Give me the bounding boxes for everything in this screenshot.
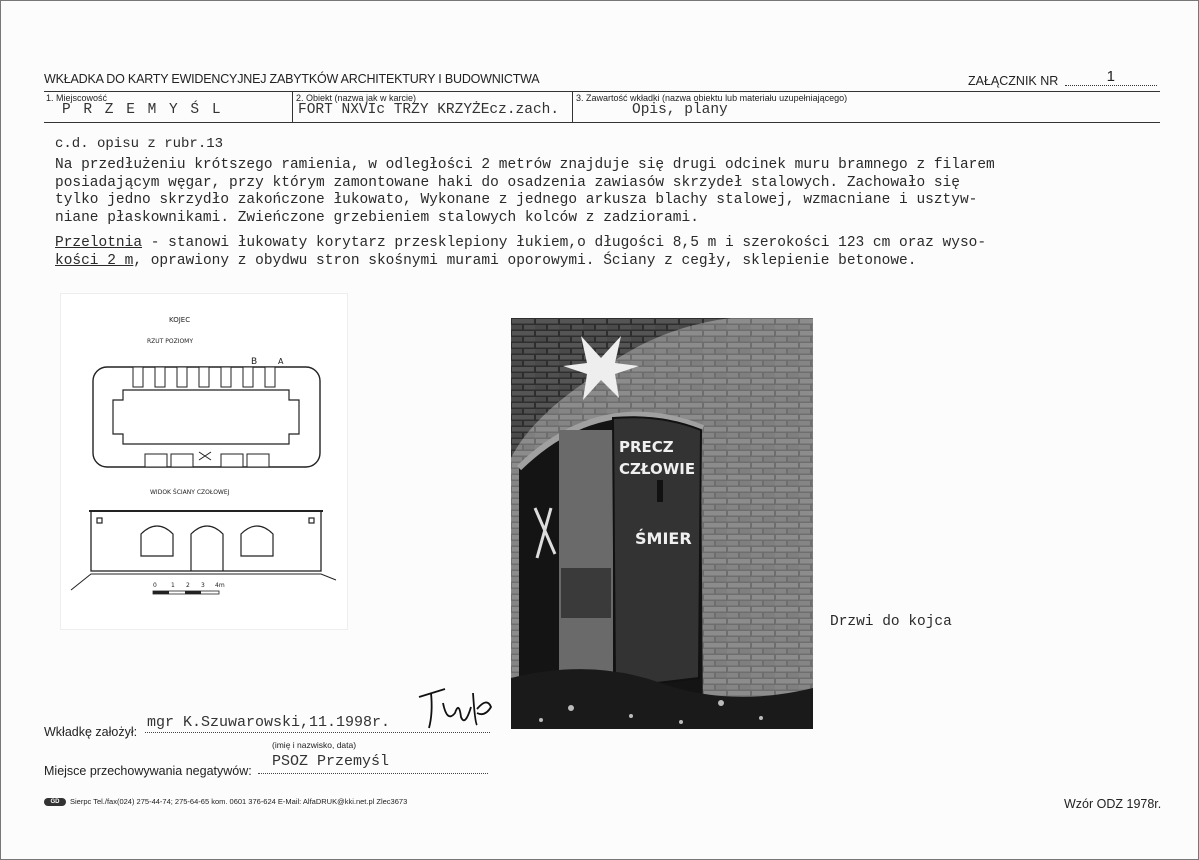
paragraph-1-line: niane płaskownikami. Zwieńczone grzebieniem stalowych kolców z zadziorami. [55, 209, 699, 226]
plan-embrasure [199, 367, 209, 387]
form-version: Wzór ODZ 1978r. [1064, 797, 1162, 811]
graffiti-text: PRECZ [619, 438, 674, 456]
plan-window [247, 454, 269, 467]
place-value: P R Z E M Y Ś L [62, 102, 223, 118]
floor-plan-drawing [60, 293, 348, 630]
scale-tick: 1 [171, 582, 175, 589]
plan-mark-a: A [278, 357, 284, 366]
form-title: WKŁADKA DO KARTY EWIDENCYJNEJ ZABYTKÓW ARCHITEKTURY I BUDOWNICTWA [44, 72, 540, 86]
signature [415, 683, 500, 733]
negatives-dotline [258, 773, 488, 774]
plan-inner-room [113, 390, 299, 444]
paragraph-1-line: posiadającym węgar, przy którym zamontowane haki do osadzenia zawiasów skrzydeł stalowych. Zachowało się [55, 174, 960, 191]
author-value: mgr K.Szuwarowski,11.1998r. [147, 714, 391, 731]
place-label: 1. Miejscowość [46, 93, 108, 103]
elevation-door [191, 526, 223, 571]
annex-value: 1 [1065, 68, 1157, 86]
elevation-title: WIDOK ŚCIANY CZOŁOWEJ [150, 489, 230, 496]
paragraph-2-line-1: Przelotnia - stanowi łukowaty korytarz przesklepiony łukiem,o długości 8,5 m i szerokości 123 cm oraz wyso- [55, 235, 987, 251]
steel-door [613, 417, 701, 688]
plan-embrasure [177, 367, 187, 387]
printer-logo: GD [44, 798, 66, 806]
elevation-wall [91, 511, 321, 571]
plan-window [145, 454, 167, 467]
object-value: FORT NXVIc TRZY KRZYŻEcz.zach. [298, 102, 560, 118]
paragraph-1 [55, 157, 1155, 227]
plan-window [221, 454, 243, 467]
plan-embrasure [265, 367, 275, 387]
field-separator-1 [292, 92, 293, 122]
object-label: 2. Obiekt (nazwa jak w karcie) [296, 93, 417, 103]
plan-embrasure [155, 367, 165, 387]
paragraph-1-line: Na przedłużeniu krótszego ramienia, w odległości 2 metrów znajduje się drugi odcinek muru bramnego z filarem [55, 157, 995, 173]
term-przelotnia: Przelotnia [55, 235, 143, 251]
continuation-note: c.d. opisu z rubr.13 [55, 136, 224, 152]
author-hint: (imię i nazwisko, data) [272, 740, 357, 750]
plan-title: KOJEC [169, 316, 191, 324]
scale-tick: 2 [186, 582, 190, 589]
scale-tick: 4m [215, 582, 225, 589]
plan-embrasure [221, 367, 231, 387]
printer-imprint [44, 797, 407, 806]
paragraph-2-line-2: kości 2 m, oprawiony z obydwu stron skośnymi murami oporowymi. Ściany z cegły, sklepienie betonowe. [55, 252, 917, 269]
paragraph-2 [55, 235, 1155, 270]
plan-svg [61, 294, 347, 629]
annex-number [968, 68, 1157, 90]
content-label: 3. Zawartość wkładki (nazwa obiektu lub materiału uzupełniającego) [576, 93, 848, 103]
graffiti-text: ŚMIER [635, 529, 692, 548]
negatives-label: Miejsce przechowywania negatywów: [44, 764, 252, 778]
author-label: Wkładkę założył: [44, 725, 138, 739]
photo-caption: Drzwi do kojca [830, 614, 952, 630]
photo-svg [511, 318, 813, 729]
paragraph-1-line: tylko jedno skrzydło zakończone łukowato, Wykonane z jednego arkusza blachy stalowej, wzmacniane i usztyw- [55, 192, 978, 208]
elevation-window [141, 526, 173, 556]
height-value: kości 2 m [55, 252, 134, 269]
printer-text: Sierpc Tel./fax(024) 275-44-74; 275-64-65 kom. 0601 376-624 E-Mail: AlfaDRUK@kki.net.pl Zlec3673 [70, 797, 408, 806]
plan-subtitle: RZUT POZIOMY [147, 338, 194, 345]
header-rule-top [44, 91, 1160, 92]
plan-embrasure [243, 367, 253, 387]
door-photograph [511, 318, 813, 729]
content-value: Opis, plany [632, 102, 728, 118]
graffiti-text: CZŁOWIE [619, 460, 696, 478]
header-rule-bottom [44, 122, 1160, 123]
elevation-window [241, 526, 273, 556]
plan-mark-b: B [251, 357, 258, 367]
plan-embrasure [133, 367, 143, 387]
scale-tick: 0 [153, 582, 157, 589]
annex-label: ZAŁĄCZNIK NR [968, 74, 1059, 88]
plan-window [171, 454, 193, 467]
field-separator-2 [572, 92, 573, 122]
plan-door-mark [199, 452, 211, 460]
scale-tick: 3 [201, 582, 205, 589]
negatives-value: PSOZ Przemyśl [272, 753, 390, 770]
